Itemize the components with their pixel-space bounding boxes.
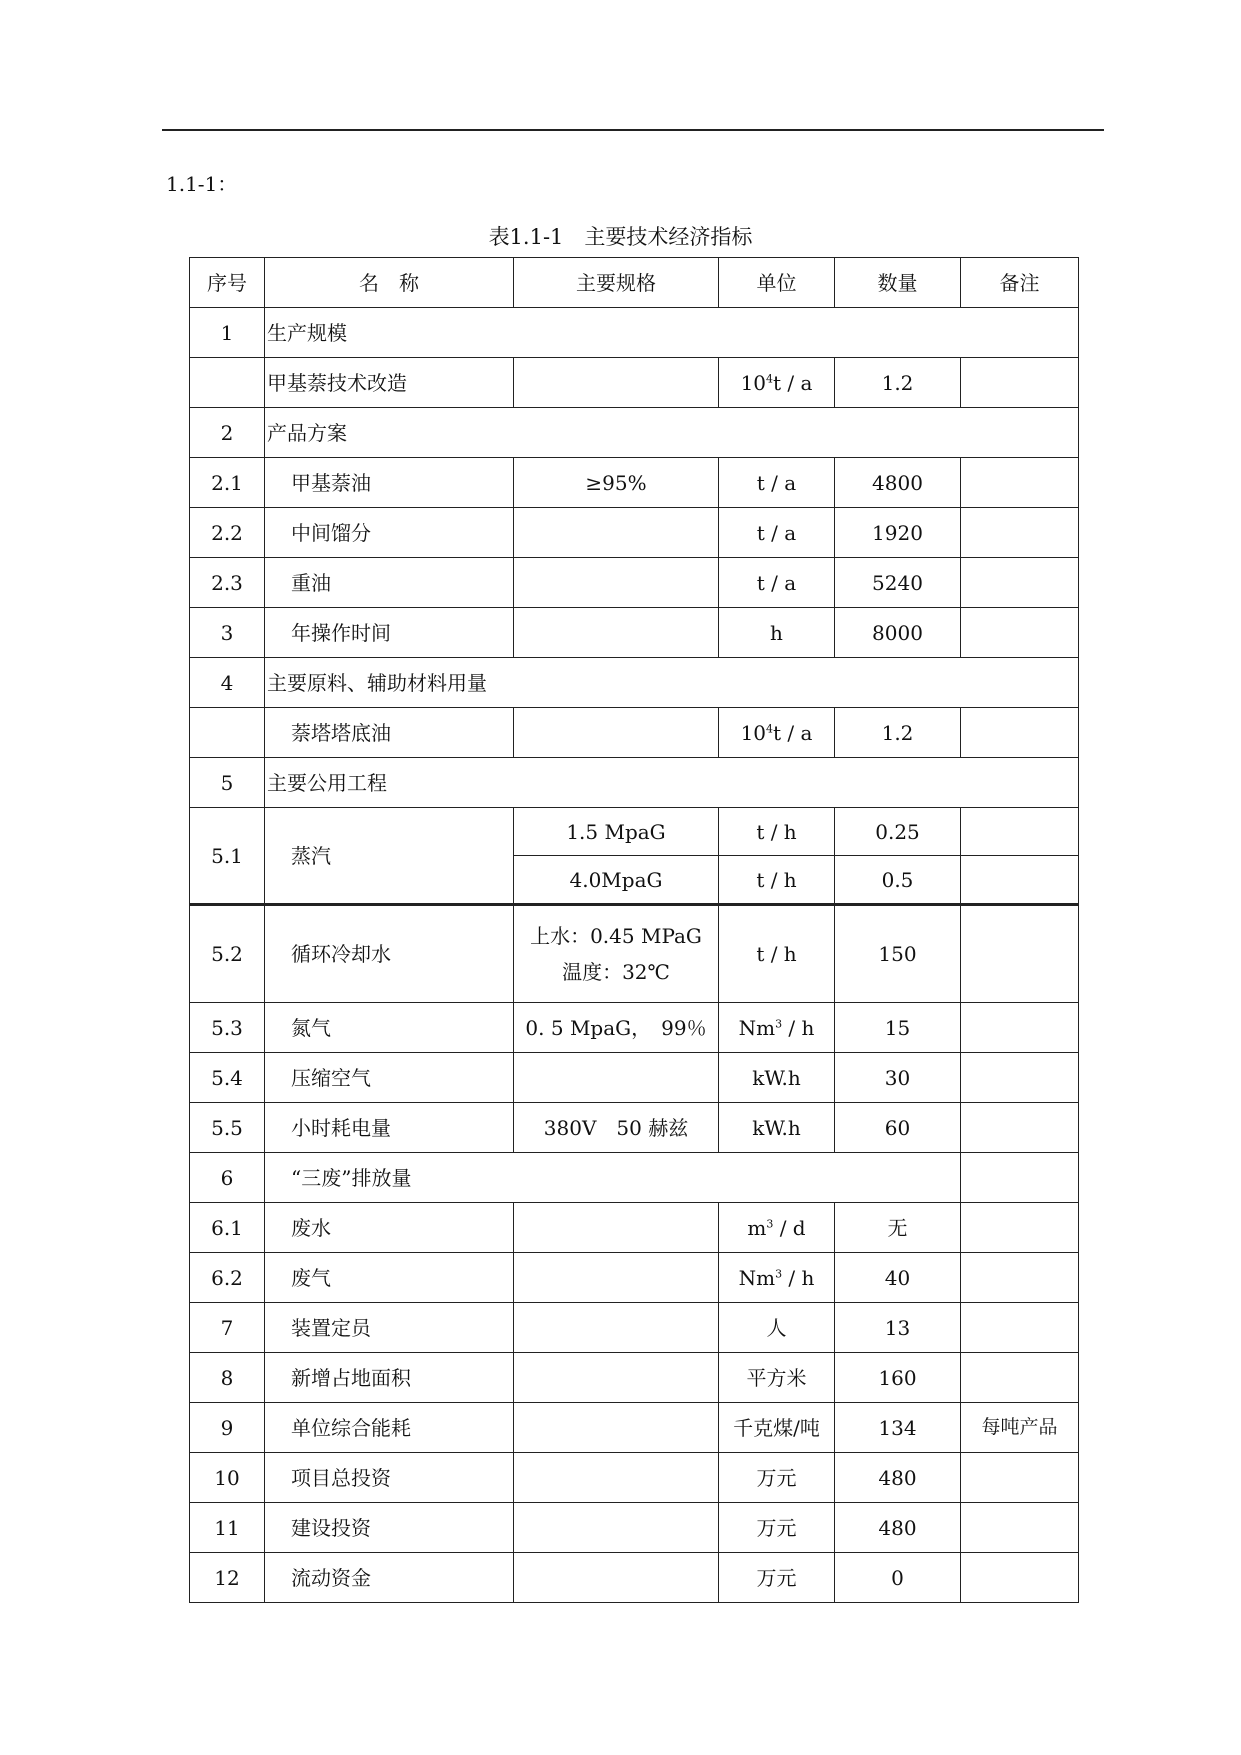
row-qty: 480 xyxy=(835,1503,961,1553)
row-remark: 每吨产品 xyxy=(961,1403,1079,1453)
row-unit: 千克煤/吨 xyxy=(719,1403,835,1453)
row-unit: 人 xyxy=(719,1303,835,1353)
row-unit: h xyxy=(719,608,835,658)
row-no: 2.2 xyxy=(190,508,265,558)
row-name: 压缩空气 xyxy=(265,1053,514,1103)
row-name: 新增占地面积 xyxy=(265,1353,514,1403)
row-name: 甲基萘技术改造 xyxy=(265,358,514,408)
row-name: 重油 xyxy=(265,558,514,608)
row-no: 11 xyxy=(190,1503,265,1553)
row-name: 废气 xyxy=(265,1253,514,1303)
row-remark xyxy=(961,808,1079,856)
row-spec: 0. 5 MpaG， 99％ xyxy=(514,1003,719,1053)
section-title: 主要公用工程 xyxy=(265,758,1079,808)
row-no: 6 xyxy=(190,1153,265,1203)
row-qty: 15 xyxy=(835,1003,961,1053)
section-title: “三废”排放量 xyxy=(265,1153,961,1203)
table-row xyxy=(190,458,1079,508)
row-qty: 4800 xyxy=(835,458,961,508)
table-row xyxy=(190,1553,1079,1603)
table-row xyxy=(190,608,1079,658)
row-qty: 0.5 xyxy=(835,856,961,905)
header-row xyxy=(190,258,1079,308)
row-no: 7 xyxy=(190,1303,265,1353)
row-spec xyxy=(514,708,719,758)
row-remark xyxy=(961,1153,1079,1203)
table-row xyxy=(190,1053,1079,1103)
row-spec xyxy=(514,1553,719,1603)
row-spec xyxy=(514,1053,719,1103)
row-spec: 1.5 MpaG xyxy=(514,808,719,856)
header-name: 名 称 xyxy=(265,258,514,308)
header-spec: 主要规格 xyxy=(514,258,719,308)
section-reference: 1.1-1： xyxy=(166,172,238,196)
table-row xyxy=(190,1153,1079,1203)
row-name: 萘塔塔底油 xyxy=(265,708,514,758)
row-remark xyxy=(961,458,1079,508)
row-remark xyxy=(961,608,1079,658)
row-name: 小时耗电量 xyxy=(265,1103,514,1153)
row-spec xyxy=(514,1403,719,1453)
row-unit: 万元 xyxy=(719,1453,835,1503)
row-no: 2 xyxy=(190,408,265,458)
row-name: 循环冷却水 xyxy=(265,905,514,1003)
row-no: 9 xyxy=(190,1403,265,1453)
row-qty: 134 xyxy=(835,1403,961,1453)
row-unit: Nm$^3$ / h xyxy=(719,1003,835,1053)
section-title: 生产规模 xyxy=(265,308,1079,358)
row-remark xyxy=(961,1253,1079,1303)
row-spec xyxy=(514,508,719,558)
row-spec xyxy=(514,358,719,408)
row-no: 10 xyxy=(190,1453,265,1503)
row-name: 中间馏分 xyxy=(265,508,514,558)
row-unit: $10^4t$ / a xyxy=(719,708,835,758)
row-no: 2.1 xyxy=(190,458,265,508)
row-remark xyxy=(961,508,1079,558)
table-row xyxy=(190,308,1079,358)
row-qty: 150 xyxy=(835,905,961,1003)
row-qty: 5240 xyxy=(835,558,961,608)
table-row xyxy=(190,408,1079,458)
table-row xyxy=(190,1253,1079,1303)
header-remark: 备注 xyxy=(961,258,1079,308)
table-row xyxy=(190,1353,1079,1403)
row-no: 6.2 xyxy=(190,1253,265,1303)
row-no: 5.2 xyxy=(190,905,265,1003)
row-remark xyxy=(961,1103,1079,1153)
row-unit: 平方米 xyxy=(719,1353,835,1403)
row-remark xyxy=(961,1203,1079,1253)
row-name: 流动资金 xyxy=(265,1553,514,1603)
table-row xyxy=(190,508,1079,558)
row-remark xyxy=(961,1053,1079,1103)
row-unit: 万元 xyxy=(719,1503,835,1553)
row-no: 3 xyxy=(190,608,265,658)
row-name: 蒸汽 xyxy=(265,808,514,905)
row-no xyxy=(190,358,265,408)
table-row xyxy=(190,1303,1079,1353)
row-spec xyxy=(514,558,719,608)
row-qty: 60 xyxy=(835,1103,961,1153)
row-unit: t / h xyxy=(719,808,835,856)
row-no: 1 xyxy=(190,308,265,358)
row-remark xyxy=(961,558,1079,608)
table-row xyxy=(190,1403,1079,1453)
table-row xyxy=(190,905,1079,1003)
row-spec xyxy=(514,1203,719,1253)
row-no: 6.1 xyxy=(190,1203,265,1253)
row-remark xyxy=(961,1453,1079,1503)
row-name: 甲基萘油 xyxy=(265,458,514,508)
row-remark xyxy=(961,1553,1079,1603)
table-caption: 表1.1-1 主要技术经济指标 xyxy=(488,225,753,249)
row-spec xyxy=(514,608,719,658)
row-spec: 380V 50 赫兹 xyxy=(514,1103,719,1153)
row-name: 年操作时间 xyxy=(265,608,514,658)
table-row xyxy=(190,1203,1079,1253)
row-qty: 160 xyxy=(835,1353,961,1403)
row-no xyxy=(190,708,265,758)
header-no: 序号 xyxy=(190,258,265,308)
row-unit: t / h xyxy=(719,905,835,1003)
row-qty: 0.25 xyxy=(835,808,961,856)
row-qty: 1.2 xyxy=(835,358,961,408)
row-qty: 40 xyxy=(835,1253,961,1303)
section-title: 主要原料、辅助材料用量 xyxy=(265,658,1079,708)
table-row xyxy=(190,558,1079,608)
table-row xyxy=(190,1503,1079,1553)
row-remark xyxy=(961,1353,1079,1403)
row-no: 4 xyxy=(190,658,265,708)
row-no: 8 xyxy=(190,1353,265,1403)
row-spec xyxy=(514,1503,719,1553)
header-rule xyxy=(162,129,1104,131)
row-spec: ≥95% xyxy=(514,458,719,508)
table-row xyxy=(190,758,1079,808)
row-unit: $10^4t$ / a xyxy=(719,358,835,408)
row-no: 2.3 xyxy=(190,558,265,608)
table-row xyxy=(190,1453,1079,1503)
row-spec xyxy=(514,905,719,1003)
row-name: 氮气 xyxy=(265,1003,514,1053)
spec-line: 上水：0.45 MPaG xyxy=(530,924,702,948)
row-spec: 4.0MpaG xyxy=(514,856,719,905)
row-unit: t / a xyxy=(719,508,835,558)
table-row xyxy=(190,1103,1079,1153)
row-spec xyxy=(514,1253,719,1303)
row-no: 12 xyxy=(190,1553,265,1603)
row-qty: 30 xyxy=(835,1053,961,1103)
row-spec xyxy=(514,1453,719,1503)
row-remark xyxy=(961,358,1079,408)
row-unit: $m^3$ / d xyxy=(719,1203,835,1253)
spec-line: 温度：32℃ xyxy=(562,960,670,984)
table-row xyxy=(190,358,1079,408)
row-no: 5.4 xyxy=(190,1053,265,1103)
row-unit: t / a xyxy=(719,558,835,608)
row-spec xyxy=(514,1353,719,1403)
table-row xyxy=(190,658,1079,708)
row-unit: kW.h xyxy=(719,1103,835,1153)
row-unit: kW.h xyxy=(719,1053,835,1103)
header-unit: 单位 xyxy=(719,258,835,308)
row-name: 项目总投资 xyxy=(265,1453,514,1503)
row-name: 单位综合能耗 xyxy=(265,1403,514,1453)
row-no: 5.5 xyxy=(190,1103,265,1153)
row-spec xyxy=(514,1303,719,1353)
row-unit: t / h xyxy=(719,856,835,905)
table-row xyxy=(190,1003,1079,1053)
row-qty: 13 xyxy=(835,1303,961,1353)
row-remark xyxy=(961,905,1079,1003)
row-name: 装置定员 xyxy=(265,1303,514,1353)
table-row xyxy=(190,808,1079,856)
technical-economic-indicators-table xyxy=(189,257,1079,1603)
row-qty: 8000 xyxy=(835,608,961,658)
row-no: 5.1 xyxy=(190,808,265,905)
row-qty: 480 xyxy=(835,1453,961,1503)
row-qty: 1.2 xyxy=(835,708,961,758)
row-remark xyxy=(961,1303,1079,1353)
row-remark xyxy=(961,708,1079,758)
row-unit: 万元 xyxy=(719,1553,835,1603)
section-title: 产品方案 xyxy=(265,408,1079,458)
header-qty: 数量 xyxy=(835,258,961,308)
row-no: 5.3 xyxy=(190,1003,265,1053)
row-unit: Nm$^3$ / h xyxy=(719,1253,835,1303)
row-remark xyxy=(961,1003,1079,1053)
row-name: 建设投资 xyxy=(265,1503,514,1553)
row-unit: t / a xyxy=(719,458,835,508)
row-no: 5 xyxy=(190,758,265,808)
row-qty: 1920 xyxy=(835,508,961,558)
row-remark xyxy=(961,856,1079,905)
row-name: 废水 xyxy=(265,1203,514,1253)
table-row xyxy=(190,708,1079,758)
row-qty: 0 xyxy=(835,1553,961,1603)
row-qty: 无 xyxy=(835,1203,961,1253)
row-remark xyxy=(961,1503,1079,1553)
